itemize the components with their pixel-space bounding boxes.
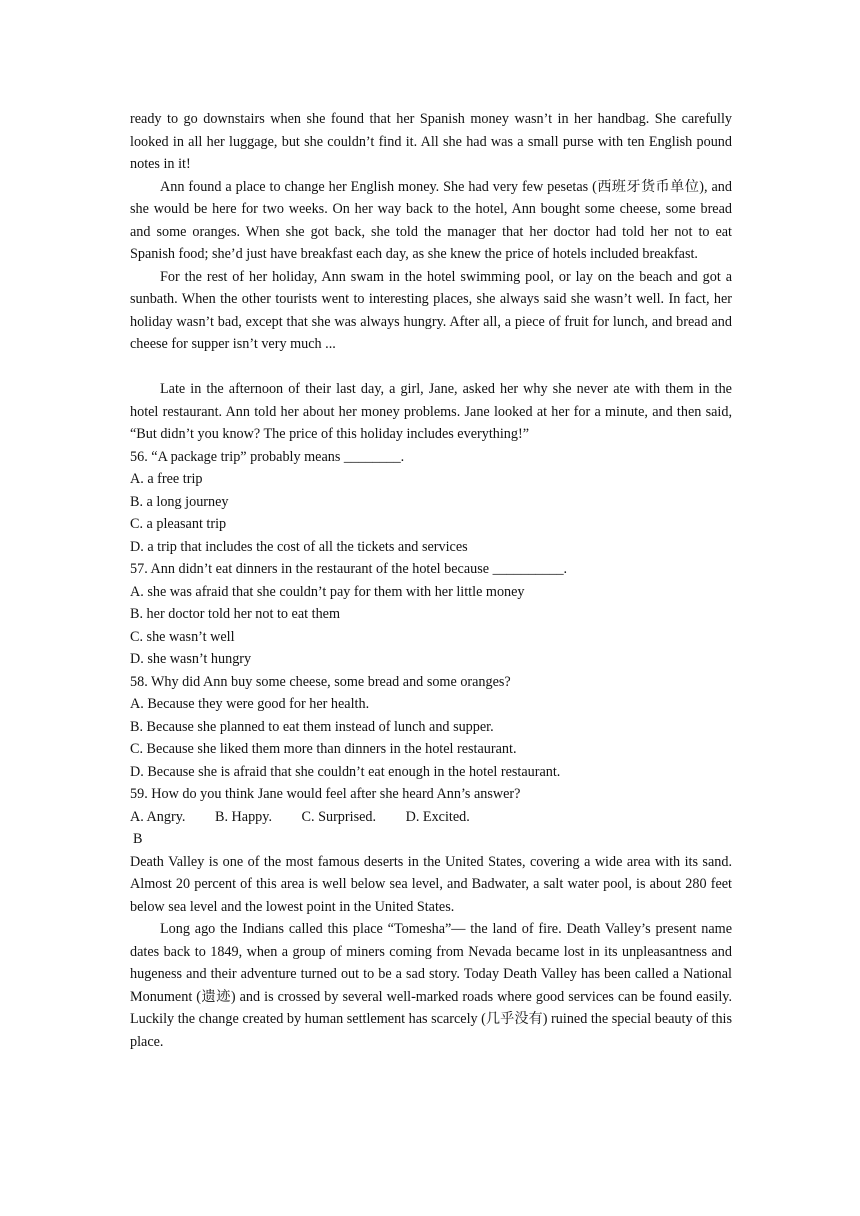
question-stem: 58. Why did Ann buy some cheese, some bread and some oranges?	[130, 673, 511, 690]
option-a: A. Because they were good for her health.	[130, 696, 370, 712]
passage-a-paragraph-1: ready to go downstairs when she found that her Spanish money wasn’t in her handbag. She carefully looked in all her luggage, but she couldn’t find it. All she had was a small purse with ten English pound notes in it!	[130, 111, 732, 172]
passage-b-paragraph-2: Long ago the Indians called this place “Tomesha”— the land of fire. Death Valley’s present name dates back to 1849, when a group of miners coming from Nevada became lost in its unpleasantness and hugeness and their adventure turned out to be a sad story. Today Death Valley has been called a National Monument (遗迹) and is crossed by several well-marked roads where good services can be found easily. Luckily the change created by human settlement has scarcely (几乎没有) ruined the special beauty of this place.	[130, 921, 732, 1050]
document-page	[130, 108, 732, 1053]
question-58	[130, 671, 732, 784]
question-stem: 57. Ann didn’t eat dinners in the restaurant of the hotel because __________.	[130, 561, 568, 577]
option-c: C. she wasn’t well	[130, 628, 235, 645]
passage-a-paragraph-4: Late in the afternoon of their last day, a girl, Jane, asked her why she never ate with them in the hotel restaurant. Ann told her about her money problems. Jane looked at her for a minute, and then said, “But didn’t you know? The price of this holiday includes everything!”	[130, 381, 732, 442]
section-label-b: B	[133, 831, 143, 847]
option-b: B. a long journey	[130, 493, 229, 510]
question-stem: 59. How do you think Jane would feel after she heard Ann’s answer?	[130, 786, 521, 802]
option-a: A. Angry.	[130, 808, 186, 825]
passage-a-paragraph-2: Ann found a place to change her English money. She had very few pesetas (西班牙货币单位), and she would be here for two weeks. On her way back to the hotel, Ann bought some cheese, some bread and some oranges. When she got back, she told the manager that her doctor had told her not to eat Spanish food; she’d just have breakfast each day, as she knew the price of hotels included breakfast.	[130, 178, 732, 262]
paragraph-gap	[130, 356, 732, 379]
option-b: B. Because she planned to eat them instead of lunch and supper.	[130, 718, 494, 735]
passage-a-paragraph-3: For the rest of her holiday, Ann swam in the hotel swimming pool, or lay on the beach and got a sunbath. When the other tourists went to interesting places, she always said she wasn’t well. In fact, her holiday wasn’t bad, except that she was always hungry. After all, a piece of fruit for lunch, and bread and cheese for supper isn’t very much ...	[130, 268, 732, 352]
passage-b-paragraph-1: Death Valley is one of the most famous deserts in the United States, covering a wide area with its sand. Almost 20 percent of this area is well below sea level, and Badwater, a salt water pool, is about 280 feet below sea level and the lowest point in the United States.	[130, 853, 732, 915]
option-a: A. a free trip	[130, 471, 203, 487]
question-59	[130, 783, 732, 828]
option-d: D. a trip that includes the cost of all the tickets and services	[130, 538, 468, 555]
option-b: B. her doctor told her not to eat them	[130, 606, 340, 622]
option-c: C. Surprised.	[301, 808, 377, 825]
question-56	[130, 446, 732, 559]
option-d: D. she wasn’t hungry	[130, 651, 252, 667]
inline-options	[130, 806, 732, 829]
option-c: C. a pleasant trip	[130, 516, 227, 532]
question-stem: 56. “A package trip” probably means ________.	[130, 448, 405, 465]
option-a: A. she was afraid that she couldn’t pay for them with her little money	[130, 583, 525, 600]
option-d: D. Excited.	[405, 808, 470, 825]
question-57	[130, 558, 732, 671]
option-c: C. Because she liked them more than dinners in the hotel restaurant.	[130, 741, 517, 757]
option-b: B. Happy.	[214, 808, 272, 825]
option-d: D. Because she is afraid that she couldn’t eat enough in the hotel restaurant.	[130, 763, 561, 780]
